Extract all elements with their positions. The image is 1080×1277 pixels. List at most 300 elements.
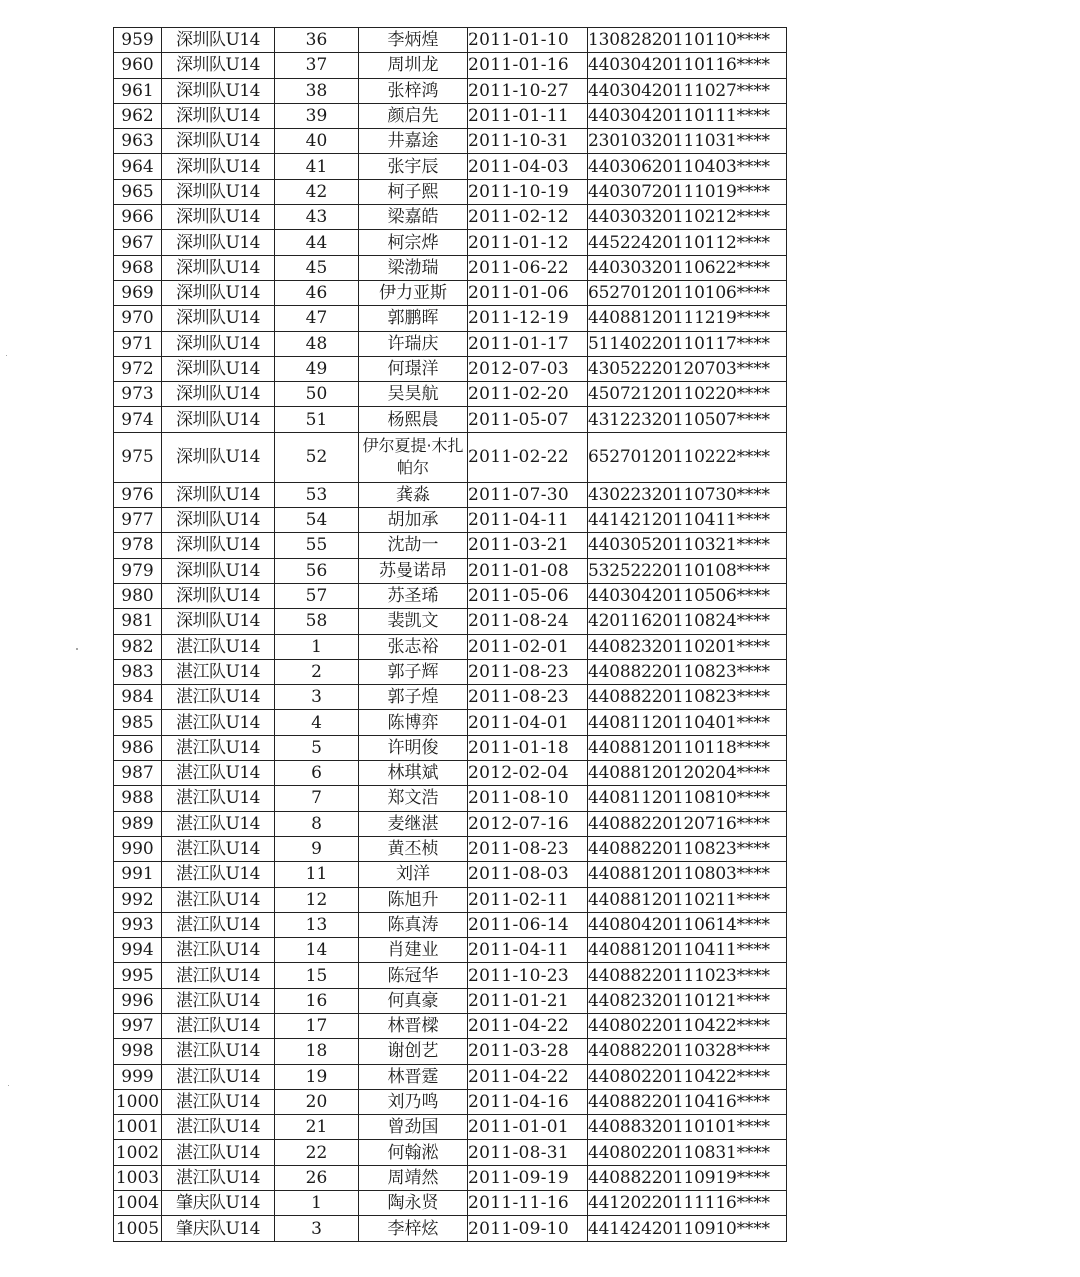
cell-team: 深圳队U14 (162, 558, 275, 583)
cell-number: 40 (275, 129, 359, 154)
cell-team: 湛江队U14 (162, 1064, 275, 1089)
cell-seq: 993 (114, 912, 162, 937)
table-row (114, 1039, 787, 1064)
cell-seq: 981 (114, 609, 162, 634)
cell-number: 18 (275, 1039, 359, 1064)
cell-team: 湛江队U14 (162, 1013, 275, 1038)
cell-id-number: 44088120120204**** (588, 761, 787, 786)
cell-number: 2 (275, 659, 359, 684)
cell-id-number: 44080220110422**** (588, 1064, 787, 1089)
cell-team: 湛江队U14 (162, 1089, 275, 1114)
table-row (114, 53, 787, 78)
cell-team: 深圳队U14 (162, 482, 275, 507)
cell-name: 陈冠华 (359, 963, 468, 988)
cell-team: 深圳队U14 (162, 331, 275, 356)
cell-birthdate: 2011-12-19 (468, 306, 588, 331)
cell-name: 曾劲国 (359, 1115, 468, 1140)
table-row (114, 1140, 787, 1165)
cell-birthdate: 2011-01-18 (468, 735, 588, 760)
cell-number: 1 (275, 634, 359, 659)
cell-seq: 978 (114, 533, 162, 558)
cell-birthdate: 2011-02-20 (468, 382, 588, 407)
table-row (114, 735, 787, 760)
cell-seq: 987 (114, 761, 162, 786)
cell-number: 5 (275, 735, 359, 760)
table-row (114, 938, 787, 963)
cell-name: 陶永贤 (359, 1191, 468, 1216)
cell-seq: 963 (114, 129, 162, 154)
cell-id-number: 44030720111019**** (588, 179, 787, 204)
table-row (114, 1216, 787, 1241)
cell-birthdate: 2011-02-12 (468, 205, 588, 230)
cell-name: 郑文浩 (359, 786, 468, 811)
cell-birthdate: 2011-09-10 (468, 1216, 588, 1241)
cell-team: 湛江队U14 (162, 786, 275, 811)
cell-birthdate: 2011-04-22 (468, 1013, 588, 1038)
cell-team: 湛江队U14 (162, 634, 275, 659)
table-row (114, 761, 787, 786)
cell-number: 3 (275, 685, 359, 710)
table-row (114, 988, 787, 1013)
table-row (114, 306, 787, 331)
cell-birthdate: 2011-10-31 (468, 129, 588, 154)
cell-id-number: 53252220110108**** (588, 558, 787, 583)
table-row (114, 963, 787, 988)
table-row (114, 103, 787, 128)
cell-team: 深圳队U14 (162, 533, 275, 558)
cell-id-number: 44142120110411**** (588, 508, 787, 533)
cell-seq: 976 (114, 482, 162, 507)
cell-seq: 1000 (114, 1089, 162, 1114)
cell-seq: 960 (114, 53, 162, 78)
cell-seq: 982 (114, 634, 162, 659)
cell-birthdate: 2011-05-07 (468, 407, 588, 432)
scan-speck (76, 648, 78, 650)
cell-name: 裴凯文 (359, 609, 468, 634)
cell-id-number: 44030420110116**** (588, 53, 787, 78)
table-row (114, 230, 787, 255)
cell-id-number: 44030420110506**** (588, 583, 787, 608)
cell-seq: 1001 (114, 1115, 162, 1140)
cell-id-number: 44080420110614**** (588, 912, 787, 937)
cell-seq: 980 (114, 583, 162, 608)
cell-birthdate: 2011-01-21 (468, 988, 588, 1013)
table-row (114, 255, 787, 280)
cell-team: 深圳队U14 (162, 179, 275, 204)
cell-birthdate: 2012-02-04 (468, 761, 588, 786)
cell-birthdate: 2011-02-01 (468, 634, 588, 659)
cell-id-number: 13082820110110**** (588, 28, 787, 53)
cell-number: 49 (275, 356, 359, 381)
cell-name: 张志裕 (359, 634, 468, 659)
table-row (114, 811, 787, 836)
table-row (114, 685, 787, 710)
cell-name: 苏曼诺昂 (359, 558, 468, 583)
cell-number: 4 (275, 710, 359, 735)
cell-id-number: 44080220110422**** (588, 1013, 787, 1038)
cell-name: 麦继湛 (359, 811, 468, 836)
cell-seq: 991 (114, 862, 162, 887)
cell-birthdate: 2011-01-16 (468, 53, 588, 78)
cell-name: 李梓炫 (359, 1216, 468, 1241)
cell-team: 深圳队U14 (162, 129, 275, 154)
cell-team: 湛江队U14 (162, 710, 275, 735)
table-row (114, 558, 787, 583)
cell-birthdate: 2011-04-22 (468, 1064, 588, 1089)
cell-id-number: 44030420110111**** (588, 103, 787, 128)
cell-id-number: 43122320110507**** (588, 407, 787, 432)
scan-speck (6, 355, 7, 356)
cell-team: 湛江队U14 (162, 1115, 275, 1140)
cell-birthdate: 2011-05-06 (468, 583, 588, 608)
cell-birthdate: 2011-08-10 (468, 786, 588, 811)
cell-birthdate: 2012-07-16 (468, 811, 588, 836)
cell-birthdate: 2011-10-23 (468, 963, 588, 988)
cell-number: 57 (275, 583, 359, 608)
cell-birthdate: 2011-11-16 (468, 1191, 588, 1216)
table-row (114, 659, 787, 684)
cell-number: 14 (275, 938, 359, 963)
cell-team: 深圳队U14 (162, 508, 275, 533)
cell-birthdate: 2011-04-16 (468, 1089, 588, 1114)
cell-number: 38 (275, 78, 359, 103)
cell-name: 何璟洋 (359, 356, 468, 381)
cell-seq: 970 (114, 306, 162, 331)
scan-speck (8, 1085, 9, 1086)
cell-seq: 974 (114, 407, 162, 432)
cell-name: 郭子辉 (359, 659, 468, 684)
table-row (114, 887, 787, 912)
cell-id-number: 44030320110622**** (588, 255, 787, 280)
cell-seq: 992 (114, 887, 162, 912)
cell-id-number: 44030320110212**** (588, 205, 787, 230)
cell-id-number: 44088220110328**** (588, 1039, 787, 1064)
cell-birthdate: 2011-09-19 (468, 1165, 588, 1190)
cell-name: 龚淼 (359, 482, 468, 507)
table-row (114, 129, 787, 154)
cell-team: 肇庆队U14 (162, 1191, 275, 1216)
cell-number: 16 (275, 988, 359, 1013)
table-row (114, 634, 787, 659)
cell-seq: 998 (114, 1039, 162, 1064)
cell-number: 36 (275, 28, 359, 53)
cell-team: 深圳队U14 (162, 205, 275, 230)
cell-number: 58 (275, 609, 359, 634)
cell-birthdate: 2011-08-31 (468, 1140, 588, 1165)
cell-seq: 990 (114, 836, 162, 861)
cell-number: 53 (275, 482, 359, 507)
cell-name: 林琪斌 (359, 761, 468, 786)
cell-team: 湛江队U14 (162, 761, 275, 786)
cell-name: 何真豪 (359, 988, 468, 1013)
cell-number: 15 (275, 963, 359, 988)
table-row (114, 78, 787, 103)
cell-seq: 975 (114, 432, 162, 482)
cell-name: 胡加承 (359, 508, 468, 533)
cell-seq: 977 (114, 508, 162, 533)
table-row (114, 912, 787, 937)
cell-number: 7 (275, 786, 359, 811)
cell-team: 深圳队U14 (162, 382, 275, 407)
cell-number: 48 (275, 331, 359, 356)
cell-number: 37 (275, 53, 359, 78)
cell-id-number: 44081120110401**** (588, 710, 787, 735)
cell-team: 深圳队U14 (162, 154, 275, 179)
cell-birthdate: 2011-01-11 (468, 103, 588, 128)
cell-team: 湛江队U14 (162, 685, 275, 710)
cell-id-number: 44088220110823**** (588, 685, 787, 710)
cell-team: 深圳队U14 (162, 432, 275, 482)
cell-number: 39 (275, 103, 359, 128)
table-row (114, 179, 787, 204)
cell-birthdate: 2011-08-03 (468, 862, 588, 887)
cell-number: 46 (275, 280, 359, 305)
table-row (114, 508, 787, 533)
table-row (114, 533, 787, 558)
cell-id-number: 43052220120703**** (588, 356, 787, 381)
cell-name: 林晋樑 (359, 1013, 468, 1038)
cell-name: 陈旭升 (359, 887, 468, 912)
cell-birthdate: 2011-04-11 (468, 938, 588, 963)
cell-name: 吴昊航 (359, 382, 468, 407)
cell-id-number: 44088120111219**** (588, 306, 787, 331)
cell-id-number: 44030420111027**** (588, 78, 787, 103)
table-row (114, 1191, 787, 1216)
cell-name: 苏圣琋 (359, 583, 468, 608)
cell-seq: 965 (114, 179, 162, 204)
cell-id-number: 44082320110121**** (588, 988, 787, 1013)
table-row (114, 482, 787, 507)
cell-team: 深圳队U14 (162, 230, 275, 255)
cell-name: 周靖然 (359, 1165, 468, 1190)
cell-birthdate: 2011-04-01 (468, 710, 588, 735)
cell-team: 深圳队U14 (162, 28, 275, 53)
table-row (114, 382, 787, 407)
cell-id-number: 44088220111023**** (588, 963, 787, 988)
cell-birthdate: 2011-02-22 (468, 432, 588, 482)
cell-number: 8 (275, 811, 359, 836)
cell-birthdate: 2011-01-08 (468, 558, 588, 583)
cell-seq: 967 (114, 230, 162, 255)
cell-seq: 964 (114, 154, 162, 179)
cell-team: 深圳队U14 (162, 609, 275, 634)
cell-seq: 995 (114, 963, 162, 988)
cell-seq: 969 (114, 280, 162, 305)
cell-birthdate: 2011-01-06 (468, 280, 588, 305)
cell-team: 湛江队U14 (162, 862, 275, 887)
cell-name: 梁嘉皓 (359, 205, 468, 230)
cell-id-number: 44030620110403**** (588, 154, 787, 179)
cell-birthdate: 2011-01-01 (468, 1115, 588, 1140)
cell-seq: 973 (114, 382, 162, 407)
cell-birthdate: 2011-06-22 (468, 255, 588, 280)
cell-number: 52 (275, 432, 359, 482)
cell-id-number: 44142420110910**** (588, 1216, 787, 1241)
cell-team: 深圳队U14 (162, 53, 275, 78)
cell-name: 郭子煌 (359, 685, 468, 710)
table-row (114, 609, 787, 634)
cell-number: 6 (275, 761, 359, 786)
cell-id-number: 65270120110222**** (588, 432, 787, 482)
cell-id-number: 44088220120716**** (588, 811, 787, 836)
table-row (114, 356, 787, 381)
cell-name: 伊尔夏提·木扎帕尔 (359, 432, 468, 482)
cell-seq: 966 (114, 205, 162, 230)
cell-name: 颜启先 (359, 103, 468, 128)
cell-seq: 999 (114, 1064, 162, 1089)
cell-id-number: 44082320110201**** (588, 634, 787, 659)
cell-birthdate: 2011-07-30 (468, 482, 588, 507)
cell-seq: 971 (114, 331, 162, 356)
cell-name: 张宇辰 (359, 154, 468, 179)
cell-id-number: 44088320110101**** (588, 1115, 787, 1140)
cell-birthdate: 2011-06-14 (468, 912, 588, 937)
cell-name: 许瑞庆 (359, 331, 468, 356)
cell-name: 许明俊 (359, 735, 468, 760)
cell-number: 45 (275, 255, 359, 280)
cell-team: 湛江队U14 (162, 811, 275, 836)
cell-number: 47 (275, 306, 359, 331)
cell-name: 柯子熙 (359, 179, 468, 204)
cell-number: 20 (275, 1089, 359, 1114)
cell-team: 深圳队U14 (162, 280, 275, 305)
cell-seq: 996 (114, 988, 162, 1013)
table-row (114, 432, 787, 482)
cell-seq: 961 (114, 78, 162, 103)
cell-number: 26 (275, 1165, 359, 1190)
cell-number: 56 (275, 558, 359, 583)
cell-id-number: 44088220110416**** (588, 1089, 787, 1114)
cell-birthdate: 2011-01-17 (468, 331, 588, 356)
table-row (114, 1089, 787, 1114)
cell-team: 湛江队U14 (162, 1039, 275, 1064)
cell-seq: 1004 (114, 1191, 162, 1216)
table-row (114, 205, 787, 230)
cell-seq: 1002 (114, 1140, 162, 1165)
cell-team: 湛江队U14 (162, 659, 275, 684)
cell-seq: 983 (114, 659, 162, 684)
cell-seq: 988 (114, 786, 162, 811)
cell-name: 周圳龙 (359, 53, 468, 78)
cell-team: 深圳队U14 (162, 78, 275, 103)
table-row (114, 710, 787, 735)
cell-id-number: 44030520110321**** (588, 533, 787, 558)
cell-birthdate: 2011-08-23 (468, 659, 588, 684)
table-row (114, 1013, 787, 1038)
cell-name: 刘乃鸣 (359, 1089, 468, 1114)
roster-table-body (114, 28, 787, 1242)
cell-number: 43 (275, 205, 359, 230)
cell-name: 杨熙晨 (359, 407, 468, 432)
cell-number: 54 (275, 508, 359, 533)
cell-seq: 997 (114, 1013, 162, 1038)
cell-number: 41 (275, 154, 359, 179)
cell-number: 1 (275, 1191, 359, 1216)
cell-birthdate: 2011-03-28 (468, 1039, 588, 1064)
cell-id-number: 51140220110117**** (588, 331, 787, 356)
cell-number: 13 (275, 912, 359, 937)
cell-seq: 986 (114, 735, 162, 760)
cell-name: 沈劼一 (359, 533, 468, 558)
cell-name: 黄丕桢 (359, 836, 468, 861)
cell-team: 深圳队U14 (162, 356, 275, 381)
cell-name: 伊力亚斯 (359, 280, 468, 305)
table-row (114, 280, 787, 305)
cell-name: 刘洋 (359, 862, 468, 887)
cell-birthdate: 2011-03-21 (468, 533, 588, 558)
cell-birthdate: 2011-04-03 (468, 154, 588, 179)
cell-seq: 1005 (114, 1216, 162, 1241)
cell-team: 湛江队U14 (162, 1140, 275, 1165)
cell-team: 肇庆队U14 (162, 1216, 275, 1241)
cell-team: 湛江队U14 (162, 988, 275, 1013)
cell-number: 12 (275, 887, 359, 912)
cell-id-number: 44081120110810**** (588, 786, 787, 811)
cell-number: 51 (275, 407, 359, 432)
cell-birthdate: 2011-10-19 (468, 179, 588, 204)
cell-name: 陈博弈 (359, 710, 468, 735)
cell-id-number: 65270120110106**** (588, 280, 787, 305)
roster-sheet (113, 27, 786, 1242)
cell-seq: 979 (114, 558, 162, 583)
cell-number: 3 (275, 1216, 359, 1241)
cell-id-number: 44088120110118**** (588, 735, 787, 760)
cell-seq: 962 (114, 103, 162, 128)
cell-team: 湛江队U14 (162, 1165, 275, 1190)
cell-id-number: 44088120110803**** (588, 862, 787, 887)
table-row (114, 154, 787, 179)
cell-team: 湛江队U14 (162, 912, 275, 937)
cell-number: 44 (275, 230, 359, 255)
cell-team: 湛江队U14 (162, 938, 275, 963)
cell-birthdate: 2012-07-03 (468, 356, 588, 381)
cell-id-number: 43022320110730**** (588, 482, 787, 507)
cell-number: 9 (275, 836, 359, 861)
cell-name: 郭鹏晖 (359, 306, 468, 331)
table-row (114, 862, 787, 887)
cell-name: 李炳煌 (359, 28, 468, 53)
cell-seq: 989 (114, 811, 162, 836)
cell-birthdate: 2011-08-23 (468, 685, 588, 710)
cell-name: 林晋霆 (359, 1064, 468, 1089)
cell-team: 深圳队U14 (162, 306, 275, 331)
cell-number: 55 (275, 533, 359, 558)
cell-name: 何翰淞 (359, 1140, 468, 1165)
cell-name: 井嘉途 (359, 129, 468, 154)
cell-name: 肖建业 (359, 938, 468, 963)
table-row (114, 1165, 787, 1190)
cell-team: 深圳队U14 (162, 103, 275, 128)
cell-id-number: 44522420110112**** (588, 230, 787, 255)
cell-team: 深圳队U14 (162, 255, 275, 280)
cell-number: 42 (275, 179, 359, 204)
table-row (114, 836, 787, 861)
cell-seq: 972 (114, 356, 162, 381)
table-row (114, 407, 787, 432)
cell-seq: 959 (114, 28, 162, 53)
cell-name: 梁渤瑞 (359, 255, 468, 280)
cell-team: 深圳队U14 (162, 583, 275, 608)
cell-id-number: 44088120110411**** (588, 938, 787, 963)
cell-number: 22 (275, 1140, 359, 1165)
table-row (114, 583, 787, 608)
roster-table (113, 27, 787, 1242)
cell-team: 湛江队U14 (162, 735, 275, 760)
table-row (114, 1115, 787, 1140)
cell-birthdate: 2011-02-11 (468, 887, 588, 912)
cell-number: 17 (275, 1013, 359, 1038)
cell-team: 湛江队U14 (162, 887, 275, 912)
